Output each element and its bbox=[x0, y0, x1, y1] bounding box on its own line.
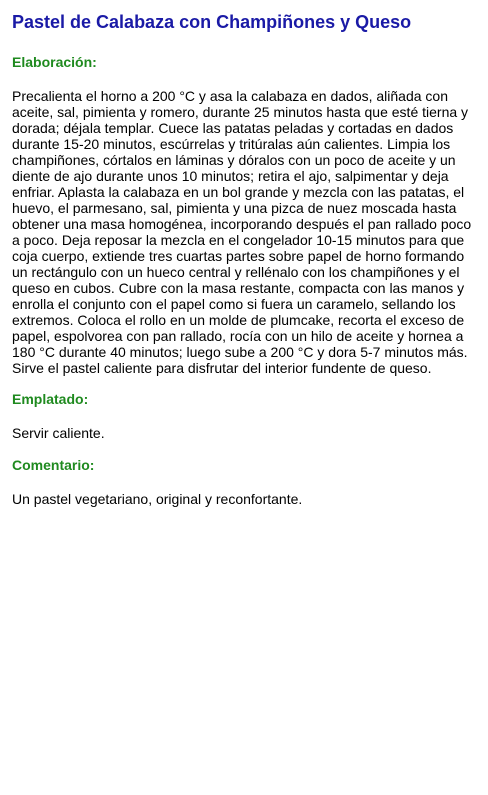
emplatado-text: Servir caliente. bbox=[12, 425, 105, 441]
elaboracion-text: Precalienta el horno a 200 °C y asa la calabaza en dados, aliñada con aceite, sal, pimienta y romero, durante 25 minutos hasta que esté tierna y dorada; déjala templar. Cuece las patatas peladas y cortadas en dados durante 15-20 minutos, escúrrelas y tritúralas aún calientes. Limpia los champiñones, córtalos en láminas y dóralos con un poco de aceite y un diente de ajo durante unos 10 minutos; retira el ajo, salpimentar y deja enfriar. Aplasta la calabaza en un bol grande y mezcla con las patatas, el huevo, el parmesano, sal, pimienta y una pizca de nuez moscada hasta obtener una masa homogénea, incorporando después el pan rallado poco a poco. Deja reposar la mezcla en el congelador 10-15 minutos para que coja cuerpo, extiende tres cuartas partes sobre papel de horno formando un rectángulo con un hueco central y rellénalo con los champiñones y el queso en cubos. Cubre con la masa restante, compacta con las manos y enrolla el conjunto con el papel como si fuera un caramelo, sellando los extremos. Coloca el rollo en un molde de plumcake, recorta el exceso de papel, espolvorea con pan rallado, rocía con un hilo de aceite y hornea a 180 °C durante 40 minutos; luego sube a 200 °C y dora 5-7 minutos más. Sirve el pastel caliente para disfrutar del interior fundente de queso. bbox=[12, 88, 472, 376]
recipe-title: Pastel de Calabaza con Champiñones y Queso bbox=[12, 12, 412, 32]
comentario-heading: Comentario: bbox=[12, 457, 95, 473]
elaboracion-heading: Elaboración: bbox=[12, 54, 97, 70]
comentario-text: Un pastel vegetariano, original y reconfortante. bbox=[12, 491, 303, 507]
emplatado-heading: Emplatado: bbox=[12, 391, 89, 407]
